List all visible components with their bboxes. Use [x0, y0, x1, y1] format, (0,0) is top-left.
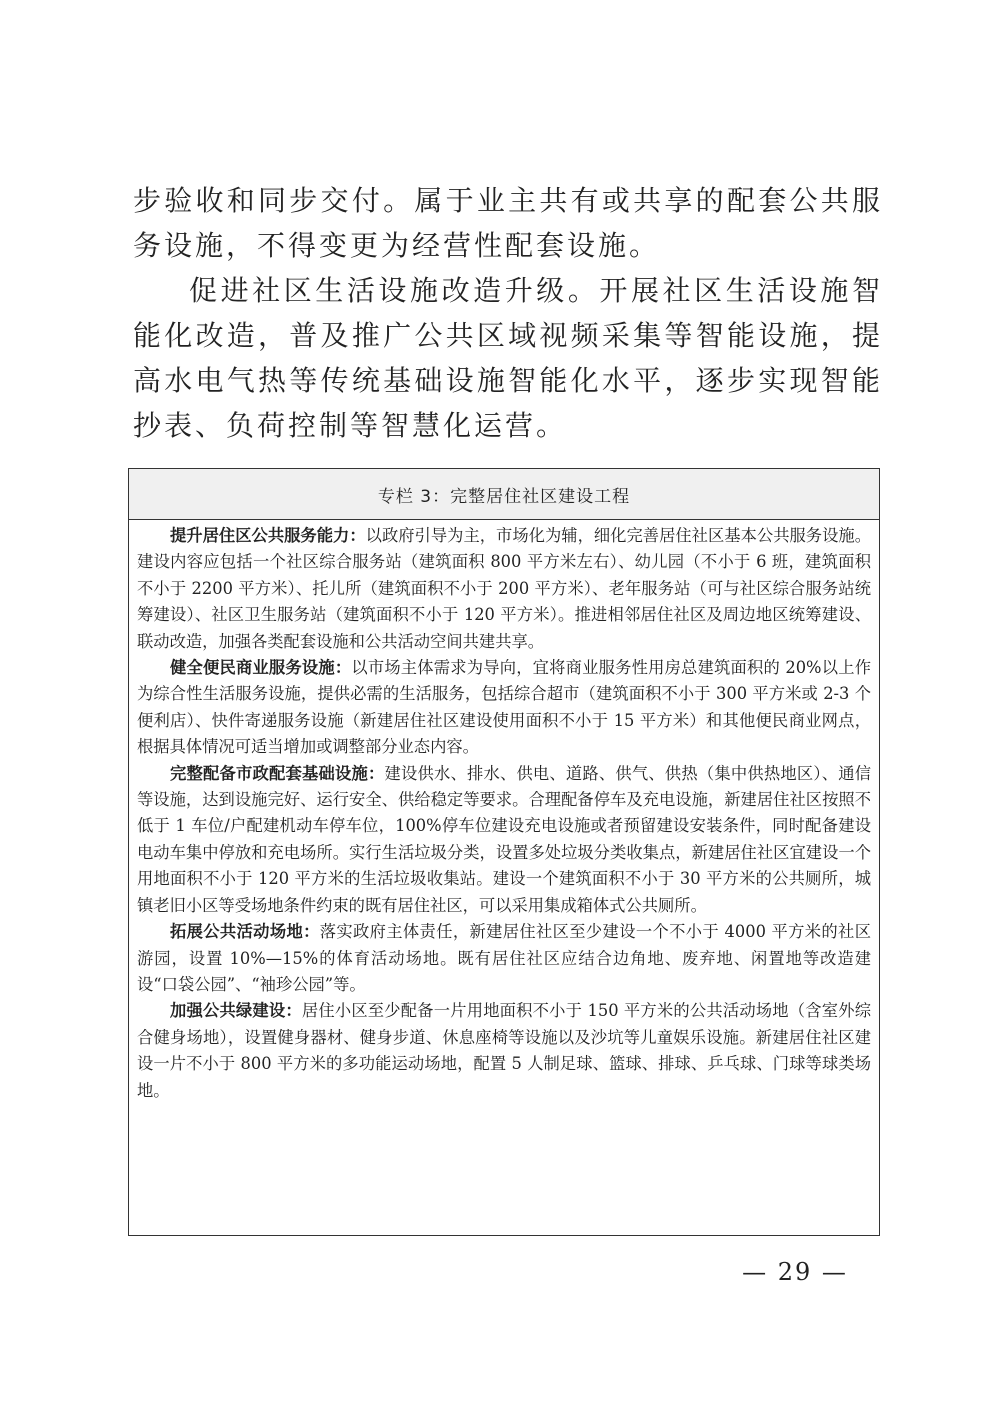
column-item-heading: 加强公共绿建设：: [170, 1001, 302, 1021]
body-paragraph: 促进社区生活设施改造升级。开展社区生活设施智能化改造，普及推广公共区域视频采集等智能设施，提高水电气热等传统基础设施智能化水平，逐步实现智能抄表、负荷控制等智慧化运营。: [133, 274, 883, 442]
column-item-text: 落实政府主体责任，新建居住社区至少建设一个不小于 4000 平方米的社区游园，设置 10%—15%的体育活动场地。既有居住社区应结合边角地、废弃地、闲置地等改造建设“口袋公园”、“袖珍公园”等。: [137, 922, 871, 994]
column-item-text: 以市场主体需求为导向，宜将商业服务性用房总建筑面积的 20%以上作为综合性生活服务设施，提供必需的生活服务，包括综合超市（建筑面积不小于 300 平方米或 2-3 个便利店）、快件寄递服务设施（新建居住社区建设使用面积不小于 15 平方米）和其他便民商业网点，根据具体情况可适当增加或调整部分业态内容。: [137, 658, 871, 757]
column-item-text: 以政府引导为主，市场化为辅，细化完善居住社区基本公共服务设施。建设内容应包括一个社区综合服务站（建筑面积 800 平方米左右）、幼儿园（不小于 6 班，建筑面积不小于 2200 平方米）、托儿所（建筑面积不小于 200 平方米）、老年服务站（可与社区综合服务站统筹建设）、社区卫生服务站（建筑面积不小于 120 平方米）。推进相邻居住社区及周边地区统筹建设、联动改造，加强各类配套设施和公共活动空间共建共享。: [137, 526, 871, 651]
page-number: — 29 —: [742, 1258, 848, 1286]
column-item: [137, 919, 871, 998]
column-box: [128, 468, 880, 1236]
column-item: [137, 523, 871, 655]
column-item-text: 居住小区至少配备一片用地面积不小于 150 平方米的公共活动场地（含室外综合健身场地），设置健身器材、健身步道、休息座椅等设施以及沙坑等儿童娱乐设施。新建居住社区建设一片不小于 800 平方米的多功能运动场地，配置 5 人制足球、篮球、排球、乒乓球、门球等球类场地。: [137, 1001, 871, 1100]
column-body: [129, 520, 879, 1104]
column-item-heading: 健全便民商业服务设施：: [170, 658, 352, 678]
column-item-text: 建设供水、排水、供电、道路、供气、供热（集中供热地区）、通信等设施，达到设施完好、运行安全、供给稳定等要求。合理配备停车及充电设施，新建居住社区按照不低于 1 车位/户配建机动车停车位，100%停车位建设充电设施或者预留建设安装条件，同时配备建设电动车集中停放和充电场所。实行生活垃圾分类，设置多处垃圾分类收集点，新建居住社区宜建设一个用地面积不小于 120 平方米的生活垃圾收集站。建设一个建筑面积不小于 30 平方米的公共厕所，城镇老旧小区等受场地条件约束的既有居住社区，可以采用集成箱体式公共厕所。: [137, 763, 872, 915]
column-item: [137, 655, 871, 761]
body-text: [133, 178, 883, 448]
column-item-heading: 完整配备市政配套基础设施：: [170, 763, 385, 783]
body-paragraph: 步验收和同步交付。属于业主共有或共享的配套公共服务设施，不得变更为经营性配套设施。: [133, 184, 883, 262]
column-item-heading: 提升居住区公共服务能力：: [170, 526, 366, 545]
column-item: [137, 761, 871, 919]
column-item-heading: 拓展公共活动场地：: [170, 922, 320, 942]
column-title: 专栏 3：完整居住社区建设工程: [129, 469, 879, 520]
column-item: [137, 998, 871, 1104]
